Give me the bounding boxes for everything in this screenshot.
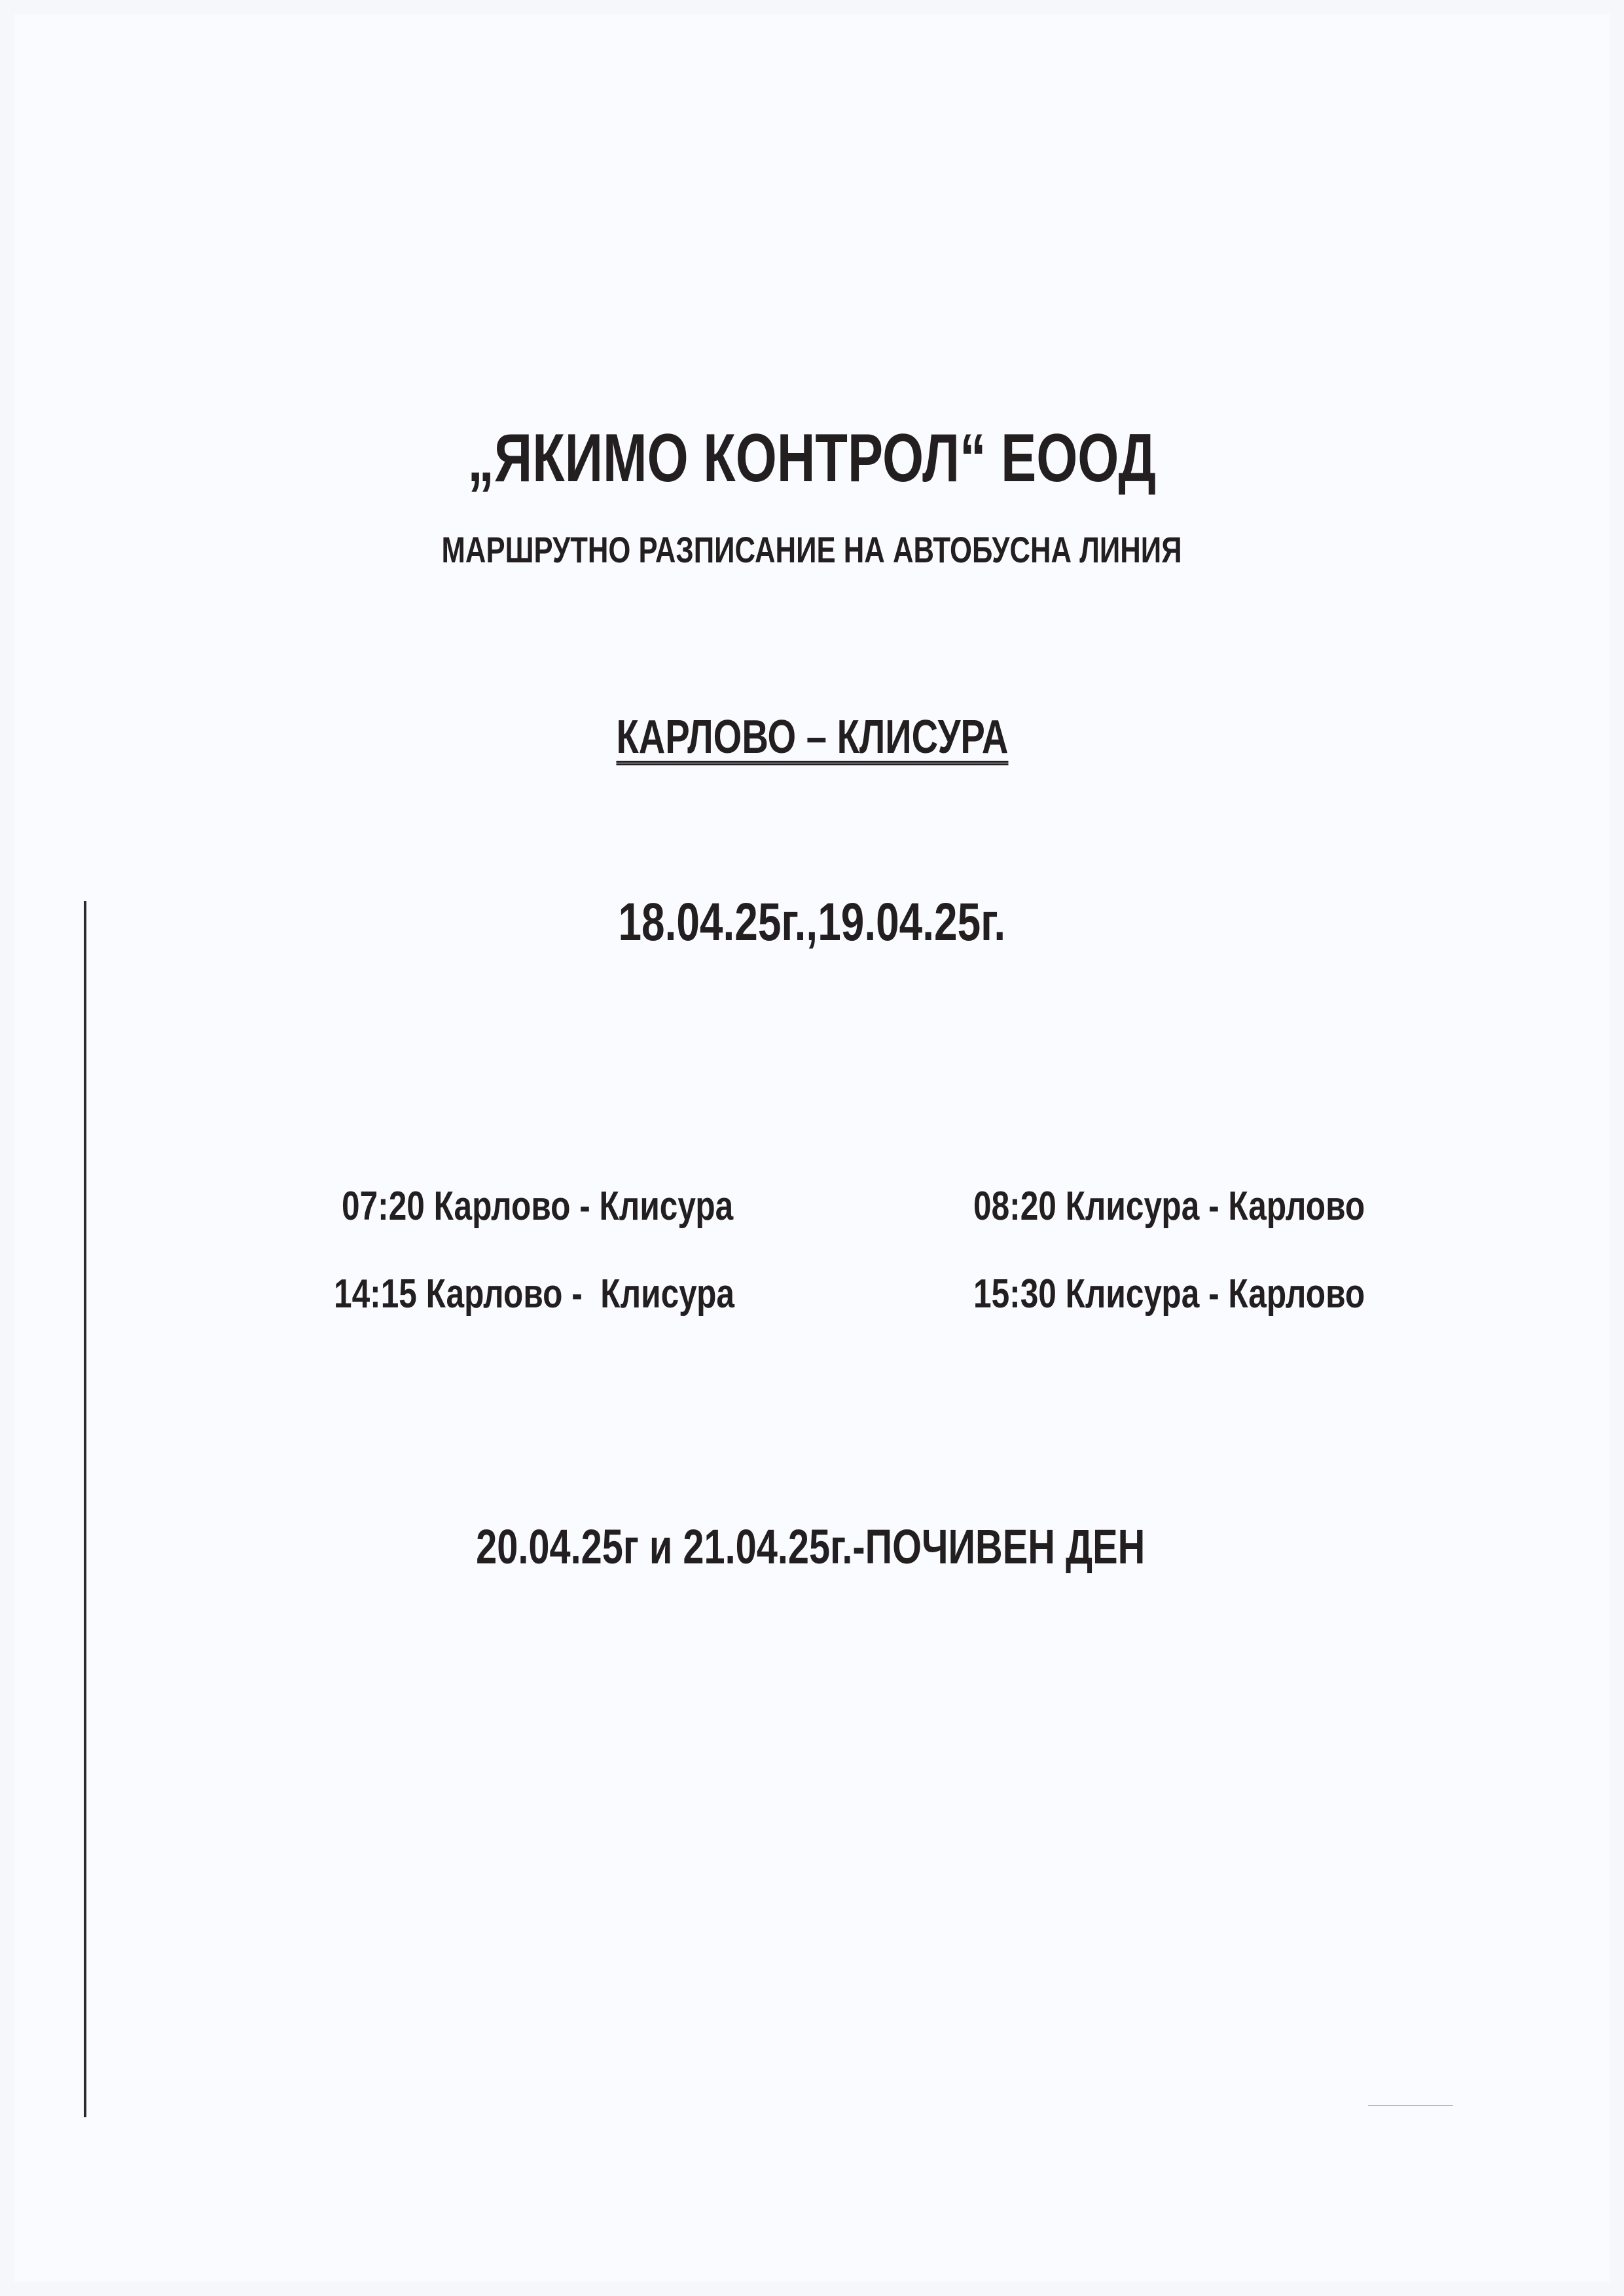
service-dates: 18.04.25г.,19.04.25г.	[618, 892, 1006, 952]
rest-days-notice: 20.04.25г и 21.04.25г.-ПОЧИВЕН ДЕН	[476, 1520, 1146, 1574]
schedule-entry-return: 15:30 Клисура - Карлово	[973, 1271, 1365, 1317]
schedule-entry-return: 08:20 Клисура - Карлово	[973, 1184, 1365, 1229]
document-subtitle: МАРШРУТНО РАЗПИСАНИЕ НА АВТОБУСНА ЛИНИЯ	[441, 529, 1183, 570]
margin-line	[84, 901, 86, 2117]
schedule-entry-outbound: 07:20 Карлово - Клисура	[342, 1184, 734, 1229]
scan-mark	[1368, 2105, 1453, 2106]
scanned-page	[14, 14, 1610, 2282]
schedule-entry-outbound: 14:15 Карлово - Клисура	[334, 1271, 734, 1317]
route-heading: КАРЛОВО – КЛИСУРА	[615, 711, 1008, 763]
company-title: „ЯКИМО КОНТРОЛ“ ЕООД	[467, 420, 1157, 496]
